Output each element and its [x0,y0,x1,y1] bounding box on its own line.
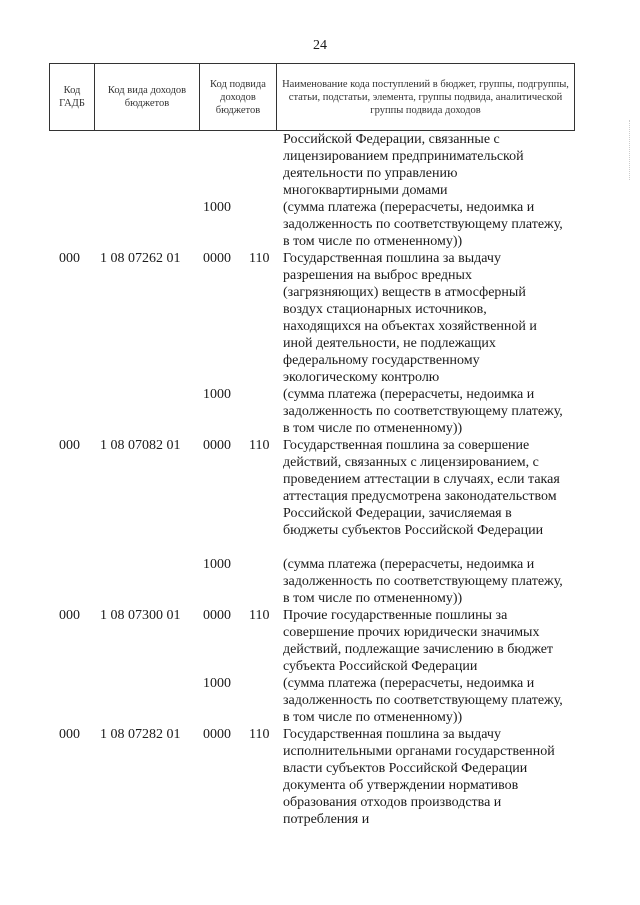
income-name: Российской Федерации, связанные с лицензированием предпринимательской деятельности по управлению многоквартирными домами [283,132,524,198]
subtype-code: 1000 [203,676,231,691]
income-type-code: 1 08 07262 01 [100,251,181,266]
table-header [49,63,575,131]
header-name: Наименование кода поступлений в бюджет, группы, подгруппы, статьи, подстатьи, элемента, группы подвида, аналитической группы подвида доходов [277,64,575,131]
header-subtype: Код подвида доходов бюджетов [200,64,277,131]
subtype-code: 1000 [203,387,231,402]
analytic-group-code: 110 [249,438,270,453]
gadb-code: 000 [59,438,80,453]
income-name: (сумма платежа (перерасчеты, недоимка и задолженность по соответствующему платежу, в том числе по отмененному)) [283,676,563,725]
subtype-code: 0000 [203,251,231,266]
gadb-code: 000 [59,727,80,742]
subtype-code: 0000 [203,727,231,742]
income-type-code: 1 08 07300 01 [100,608,181,623]
income-name: Государственная пошлина за выдачу разрешения на выброс вредных (загрязняющих) веществ в атмосферный воздух стационарных источников, находящихся на объектах хозяйственной и иной деятельности, не подлежащих федеральному государственному экологическому контролю [283,251,537,385]
subtype-code: 1000 [203,200,231,215]
scan-margin-mark [629,120,634,180]
income-type-code: 1 08 07282 01 [100,727,181,742]
income-name: Государственная пошлина за выдачу исполнительными органами государственной власти субъектов Российской Федерации документа об утверждении нормативов образования отходов производства и потребления и [283,727,555,827]
gadb-code: 000 [59,608,80,623]
income-name: Государственная пошлина за совершение действий, связанных с лицензированием, с проведением аттестации в случаях, если такая аттестация предусмотрена законодательством Российской Федерации, зачисляемая в бюджеты субъектов Российской Федерации [283,438,560,538]
income-name: (сумма платежа (перерасчеты, недоимка и задолженность по соответствующему платежу, в том числе по отмененному)) [283,200,563,249]
gadb-code: 000 [59,251,80,266]
analytic-group-code: 110 [249,727,270,742]
subtype-code: 0000 [203,438,231,453]
income-name: Прочие государственные пошлины за совершение прочих юридически значимых действий, подлежащие зачислению в бюджет субъекта Российской Федерации [283,608,554,674]
analytic-group-code: 110 [249,608,270,623]
page-number: 24 [313,38,327,53]
header-gadb: Код ГАДБ [50,64,95,131]
income-name: (сумма платежа (перерасчеты, недоимка и задолженность по соответствующему платежу, в том числе по отмененному)) [283,387,563,436]
subtype-code: 0000 [203,608,231,623]
subtype-code: 1000 [203,557,231,572]
income-name: (сумма платежа (перерасчеты, недоимка и задолженность по соответствующему платежу, в том числе по отмененному)) [283,557,563,606]
header-income-code: Код вида доходов бюджетов [95,64,200,131]
analytic-group-code: 110 [249,251,270,266]
income-type-code: 1 08 07082 01 [100,438,181,453]
